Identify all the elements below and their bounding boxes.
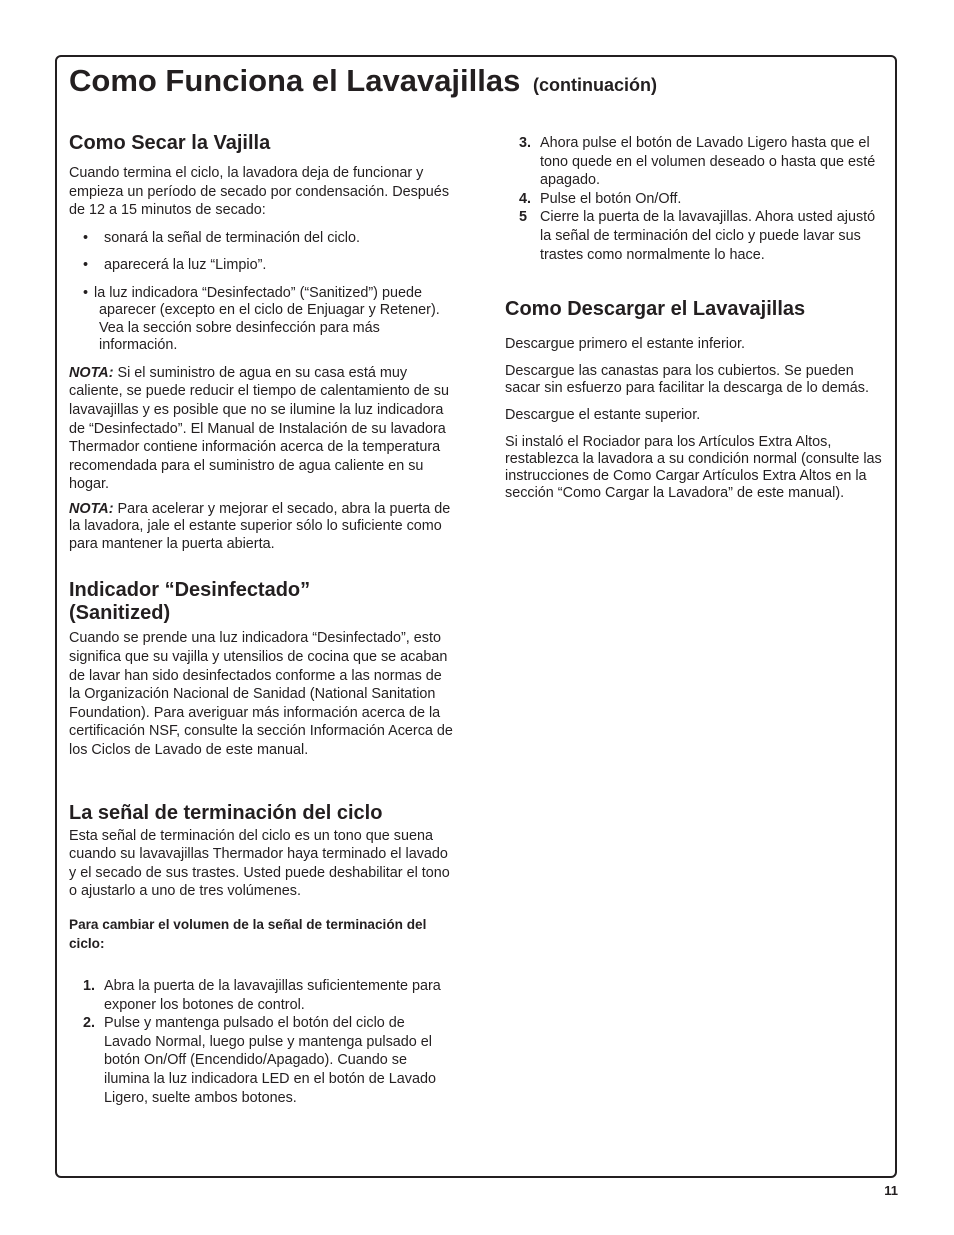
left-column bbox=[69, 132, 454, 1107]
section-indicador bbox=[69, 579, 454, 759]
list-item: 4. Pulse el botón On/Off. bbox=[519, 190, 682, 207]
senal-steps-continued bbox=[505, 134, 887, 264]
nota-1: NOTA: Si el suministro de agua en su casa está muy caliente, se puede reducir el tiempo de calentamiento de su lavavajillas y es posible que no se ilumine la luz indicadora de “Desinfectado”. El Manual de Instalación de su lavadora Thermador contiene información acerca de la temperatura recomendada para el suministro de agua caliente en su hogar. bbox=[69, 364, 449, 493]
heading-descargar: Como Descargar el Lavavajillas bbox=[505, 298, 806, 321]
heading-senal: La señal de terminación del ciclo bbox=[69, 801, 383, 824]
descargar-p4: Si instaló el Rociador para los Artículos Extra Altos, restablezca la lavadora a su condición normal (consulte las instrucciones de Como Cargar Artículos Extra Altos en la sección “Como Cargar la Lavadora” de este manual). bbox=[505, 434, 882, 502]
heading-secar: Como Secar la Vajilla bbox=[69, 132, 271, 154]
section-descargar bbox=[505, 298, 887, 502]
senal-steps bbox=[69, 977, 454, 1107]
list-item: 2. Pulse y mantenga pulsado el botón del ciclo de Lavado Normal, luego pulse y mantenga pulsado el botón On/Off (Encendido/Apagado). Cuando se ilumina la luz indicadora LED en el botón de Lavado Ligero, suelte ambos botones. bbox=[83, 1015, 437, 1106]
descargar-p2: Descargue las canastas para los cubiertos. Se pueden sacar sin esfuerzo para facilitar la descarga de lo demás. bbox=[505, 363, 869, 397]
page-number: 11 bbox=[884, 1183, 898, 1198]
senal-instruction: Para cambiar el volumen de la señal de terminación del ciclo: bbox=[69, 916, 427, 951]
list-item: • la luz indicadora “Desinfectado” (“Sanitized”) puede aparecer (excepto en el ciclo de Enjuagar y Retener). Vea la sección sobre desinfección para más información. bbox=[69, 285, 454, 355]
list-item: 5 Cierre la puerta de la lavavajillas. Ahora usted ajustó la señal de terminación del ciclo y puede lavar sus trastes como normalmente lo hace. bbox=[519, 209, 876, 263]
nota-label: NOTA bbox=[69, 500, 109, 517]
list-item: • aparecerá la luz “Limpio”. bbox=[69, 257, 454, 275]
list-item: 3. Ahora pulse el botón de Lavado Ligero hasta que el tono quede en el volumen deseado o hasta que esté apagado. bbox=[519, 135, 876, 189]
indicador-body: Cuando se prende una luz indicadora “Desinfectado”, esto significa que su vajilla y utensilios de cocina que se acaban de lavar han sido desinfectados conforme a las normas de la Organización Nacional de Sanidad (National Sanitation Foundation). Para averiguar más información acerca de la certificación NSF, consulte la sección Información Acerca de los Ciclos de Lavado de este manual. bbox=[69, 630, 453, 758]
heading-indicador: Indicador “Desinfectado” (Sanitized) bbox=[69, 579, 311, 625]
list-item: • sonará la señal de terminación del ciclo. bbox=[69, 230, 454, 248]
senal-body: Esta señal de terminación del ciclo es un tono que suena cuando su lavavajillas Thermador haya terminado el lavado y el secado de sus trastes. Usted puede deshabilitar el tono o ajustarlo a uno de tres volúmenes. bbox=[69, 827, 450, 900]
list-item: 1. Abra la puerta de la lavavajillas suficientemente para exponer los botones de control. bbox=[83, 977, 441, 1013]
section-senal bbox=[69, 802, 454, 1108]
page-title: Como Funciona el Lavavajillas (continuación) bbox=[69, 63, 657, 98]
descargar-p3: Descargue el estante superior. bbox=[505, 407, 701, 424]
page-subtitle: (continuación) bbox=[533, 75, 657, 95]
secar-intro: Cuando termina el ciclo, la lavadora deja de funcionar y empieza un período de secado por condensación. Después de 12 a 15 minutos de secado: bbox=[69, 165, 450, 219]
descargar-p1: Descargue primero el estante inferior. bbox=[505, 336, 745, 353]
nota-2: NOTA: Para acelerar y mejorar el secado, abra la puerta de la lavadora, jale el estante superior sólo lo suficiente como para mantener la puerta abierta. bbox=[69, 500, 451, 552]
right-column bbox=[505, 134, 887, 502]
secar-bullet-list bbox=[69, 230, 454, 355]
nota-label: NOTA bbox=[69, 364, 109, 381]
section-secar bbox=[69, 132, 454, 553]
